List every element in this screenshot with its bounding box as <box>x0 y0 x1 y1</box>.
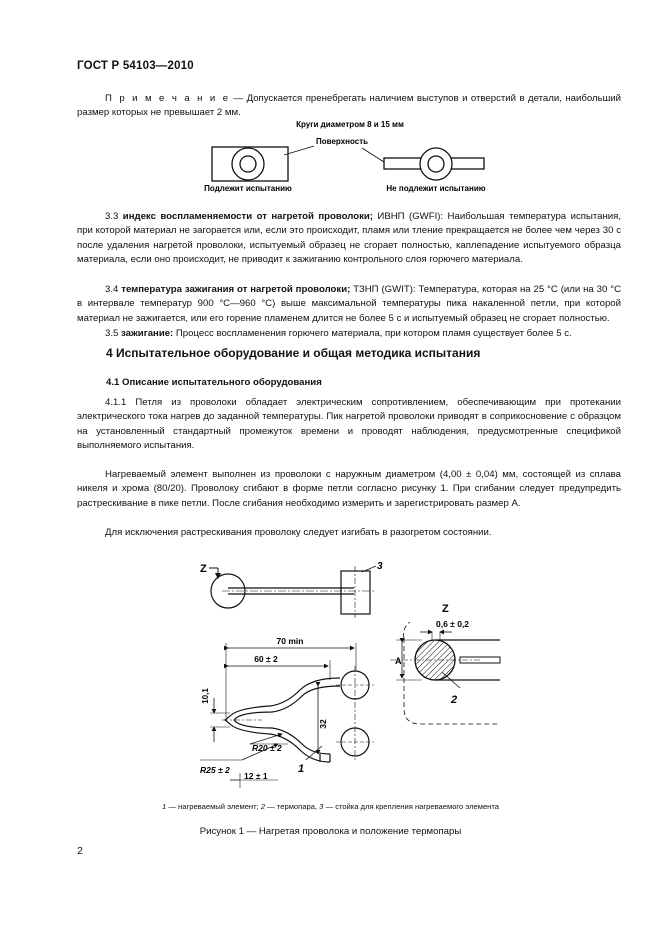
legend-1-text: — нагреваемый элемент; <box>166 802 261 811</box>
detail-z-view <box>390 603 500 724</box>
p35-term: зажигание: <box>121 328 174 339</box>
figure-1-drawing <box>170 548 530 800</box>
untested-specimen <box>384 148 484 180</box>
untested-caption: Не подлежит испытанию <box>386 184 486 193</box>
paragraph-heating-note: Для исключения растрескивания проволоку следует изгибать в разогретом состоянии. <box>105 527 492 538</box>
figure-1-legend <box>0 802 661 811</box>
mount-post <box>341 571 370 614</box>
p34-text: ТЗНП (GWIT): Температура, которая на 25 °С (или на 30 °С в интервале температур 900 °С—960 °С) выше максимальной температуры пика накаленной петли, при которой материал не зажигается, или его горение пламенем длится не более 5 с и испытуемый образец не сгорает полностью. <box>77 284 621 324</box>
dim-70-label: 70 min <box>276 636 304 646</box>
p35-number: 3.5 <box>105 328 122 339</box>
p34-term: температура зажигания от нагретой проволоки; <box>121 284 351 295</box>
surface-circles-figure <box>200 118 500 198</box>
section-4-1-heading: 4.1 Описание испытательного оборудования <box>106 377 322 388</box>
legend-3-key: 3 <box>319 802 324 811</box>
wire-loop-top-view <box>222 666 374 762</box>
dim-a-label: A <box>395 656 402 666</box>
note-label: П р и м е ч а н и е <box>105 93 231 104</box>
dimension-70 <box>226 636 356 718</box>
paragraph-heating-element: Нагреваемый элемент выполнен из проволоки с наружным диаметром (4,00 ± 0,04) мм, состоящей из сплава никеля и хрома (80/20). Проволоку сгибают в форме петли согласно рисунку 1. При сгибании следует предупредить растрескивание в пике петли. После сгибания необходимо измерить и зарегистрировать размер А. <box>77 469 621 509</box>
dim-r20-label: R20 ± 2 <box>252 743 282 753</box>
p35-text: Процесс воспламенения горючего материала, при котором пламя существует более 5 с. <box>173 328 572 339</box>
p34-number: 3.4 <box>105 284 122 295</box>
label-3: 3 <box>377 561 383 572</box>
paragraph-4-1-1: 4.1.1 Петля из проволоки обладает электрическим сопротивлением, обеспечивающим при протекании электрического тока нагрев до заданной температуры. Пик нагретой проволоки приводят в соприкосновение с образцом на установленный стандартный промежуток времени и проводят наблюдения, предусмотренные спецификой выполняемого испытания. <box>77 397 621 452</box>
figure-1-title: Рисунок 1 — Нагретая проволока и положение термопары <box>199 826 462 837</box>
section-4-heading: 4 Испытательное оборудование и общая методика испытания <box>106 346 481 360</box>
dim-32-label: 32 <box>318 719 328 729</box>
wire-side-view <box>200 561 383 618</box>
dimension-60 <box>228 654 330 680</box>
legend-1-key: 1 <box>162 802 167 811</box>
surface-label: Поверхность <box>316 137 369 146</box>
dim-06-label: 0,6 ± 0,2 <box>436 619 470 629</box>
label-2: 2 <box>451 694 458 706</box>
tested-caption: Подлежит испытанию <box>204 184 292 193</box>
paragraph-3-4 <box>77 283 621 326</box>
p33-text: ИВНП (GWFI): Наибольшая температура испытания, при которой материал не загорается или, если это происходит, пламя или тление прекращается не более чем через 30 с после удаления нагретой проволоки, испытуемый образец не сгорает полностью, каплепадение испытуемого образца материала, если оно происходит, не приводит к зажиганию контрольного слоя горючего материала. <box>77 211 621 266</box>
legend-3-text: — стойка для крепления нагреваемого элемента <box>323 802 499 811</box>
page-number: 2 <box>77 845 83 857</box>
paragraph-3-5 <box>77 327 621 341</box>
note-paragraph <box>77 92 621 121</box>
label-z: Z <box>200 563 207 575</box>
dim-10-label: 10,1 <box>201 688 210 704</box>
tested-specimen <box>212 147 288 181</box>
document-header: ГОСТ Р 54103—2010 <box>77 60 194 72</box>
dimension-32 <box>318 686 328 754</box>
legend-2-text: — термопара, <box>265 802 320 811</box>
paragraph-3-3 <box>77 210 621 268</box>
dim-r25-label: R25 ± 2 <box>200 765 230 775</box>
detail-z-label: Z <box>442 603 449 615</box>
dim-60-label: 60 ± 2 <box>254 654 278 664</box>
circles-title: Круги диаметром 8 и 15 мм <box>296 120 404 129</box>
p33-term: индекс воспламеняемости от нагретой проволоки; <box>122 211 373 222</box>
label-1: 1 <box>298 763 305 775</box>
legend-2-key: 2 <box>260 802 266 811</box>
dimension-12 <box>230 771 278 788</box>
dim-12-label: 12 ± 1 <box>244 771 268 781</box>
p33-number: 3.3 <box>105 211 123 222</box>
note-text: — Допускается пренебрегать наличием выступов и отверстий в детали, наибольший размер которых не превышает 2 мм. <box>77 93 621 119</box>
dimension-10 <box>201 688 230 742</box>
